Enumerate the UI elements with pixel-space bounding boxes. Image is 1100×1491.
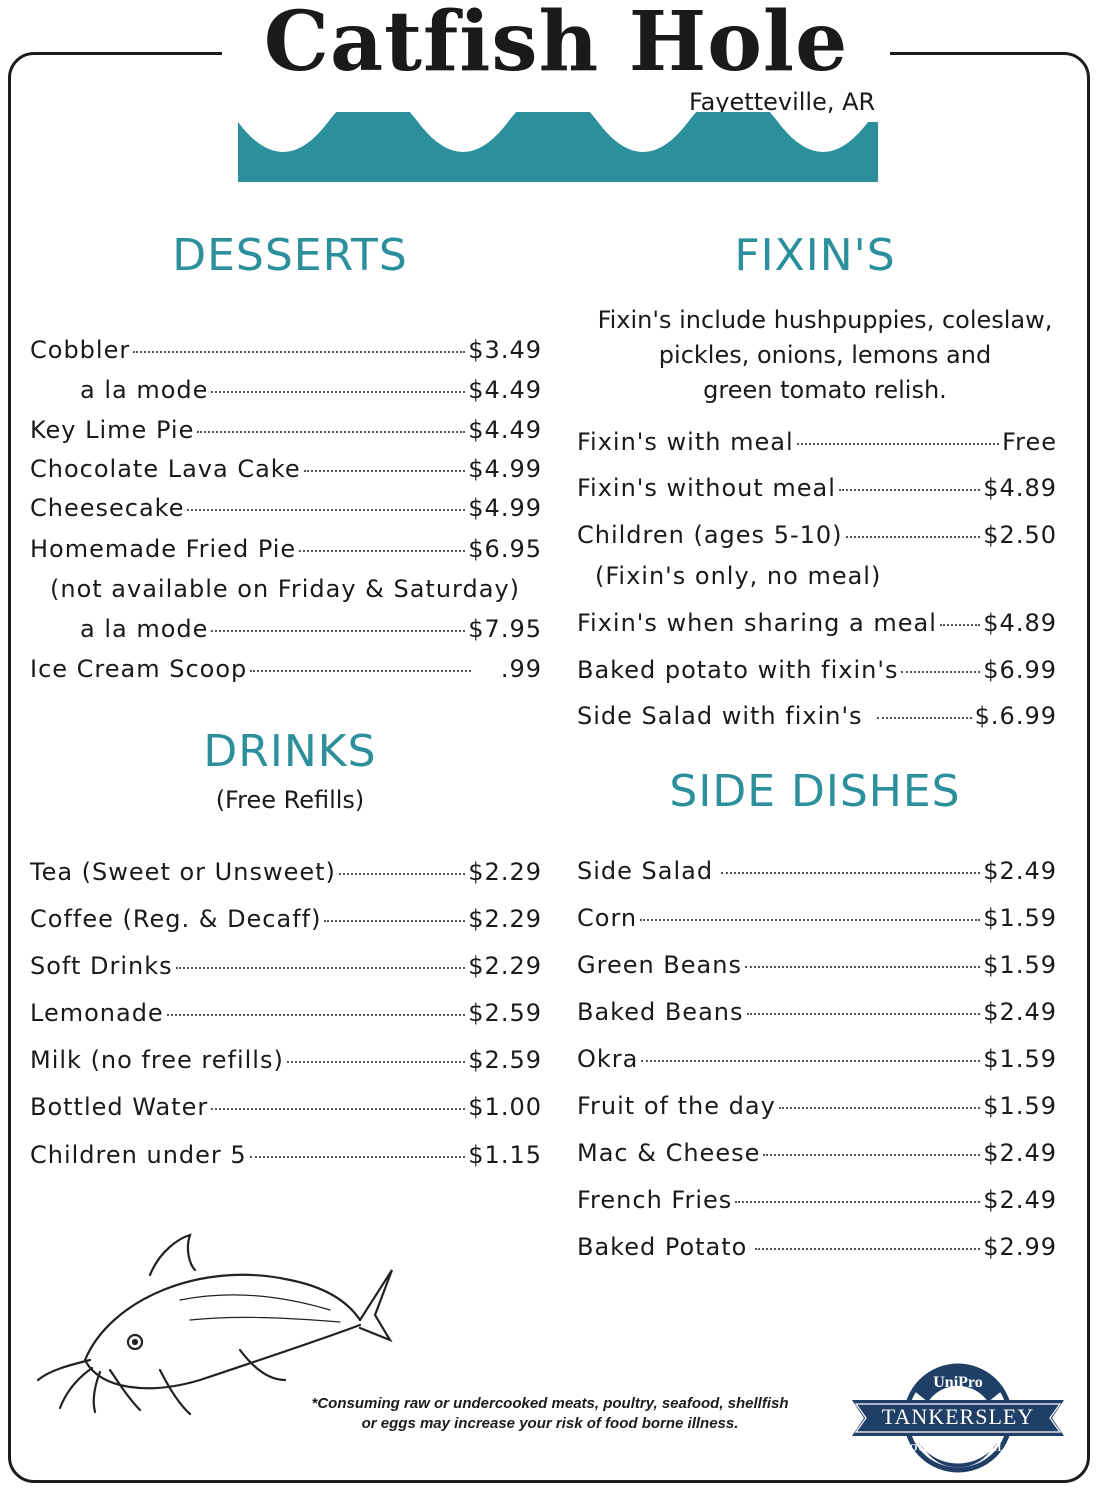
item-name: Side Salad bbox=[577, 857, 714, 885]
item-price: $4.99 bbox=[468, 455, 542, 483]
item-name: Lemonade bbox=[30, 999, 164, 1027]
menu-item-bottled-water bbox=[30, 1093, 542, 1121]
item-name: Fruit of the day bbox=[577, 1092, 776, 1120]
side-dishes-title: SIDE DISHES bbox=[669, 766, 961, 817]
item-name: Key Lime Pie bbox=[30, 416, 195, 444]
menu-item-cobbler bbox=[30, 336, 542, 364]
item-name: Coffee (Reg. & Decaff) bbox=[30, 905, 322, 933]
item-name: Baked Potato bbox=[577, 1233, 748, 1261]
item-name: Chocolate Lava Cake bbox=[30, 455, 301, 483]
fried-pie-availability-note: (not available on Friday & Saturday) bbox=[50, 575, 521, 603]
menu-header bbox=[222, 0, 890, 190]
item-name: Okra bbox=[577, 1045, 639, 1073]
item-name: Corn bbox=[577, 904, 638, 932]
item-price: $1.59 bbox=[983, 904, 1057, 932]
item-name: a la mode bbox=[80, 615, 209, 643]
menu-item-french-fries bbox=[577, 1186, 1057, 1214]
menu-item-fixins-without-meal bbox=[577, 474, 1057, 502]
logo-bottom-text: FOODSERVICE LLC bbox=[902, 1443, 1014, 1454]
item-price: $7.95 bbox=[468, 615, 542, 643]
item-price: $4.49 bbox=[468, 416, 542, 444]
item-price: $2.49 bbox=[983, 1186, 1057, 1214]
item-name: a la mode bbox=[80, 376, 209, 404]
item-name: Tea (Sweet or Unsweet) bbox=[30, 858, 336, 886]
item-price: $2.59 bbox=[468, 999, 542, 1027]
item-name: Fixin's when sharing a meal bbox=[577, 609, 937, 637]
menu-item-fixins-with-meal bbox=[577, 428, 1057, 456]
desserts-title: DESSERTS bbox=[172, 230, 408, 281]
restaurant-location: Fayetteville, AR bbox=[689, 88, 876, 116]
menu-item-fixins-sharing bbox=[577, 609, 1057, 637]
logo-top-text: UniPro bbox=[933, 1374, 983, 1391]
item-name: Green Beans bbox=[577, 951, 742, 979]
menu-item-ice-cream-scoop bbox=[30, 655, 542, 683]
menu-item-baked-potato bbox=[577, 1233, 1057, 1261]
menu-item-side-salad-fixins bbox=[577, 702, 1057, 730]
fixins-description-line-3: green tomato relish. bbox=[703, 376, 947, 404]
fixins-description-line-2: pickles, onions, lemons and bbox=[658, 341, 992, 369]
item-name: Fixin's without meal bbox=[577, 474, 836, 502]
logo-middle-text: TANKERSLEY bbox=[881, 1404, 1035, 1429]
item-price: $2.50 bbox=[983, 521, 1057, 549]
food-safety-disclaimer bbox=[290, 1394, 810, 1434]
item-price: $.6.99 bbox=[974, 702, 1057, 730]
item-name: Baked potato with fixin's bbox=[577, 656, 899, 684]
item-price: $1.15 bbox=[468, 1141, 542, 1169]
item-price: $2.49 bbox=[983, 1139, 1057, 1167]
item-price: $4.89 bbox=[983, 609, 1057, 637]
menu-item-tea bbox=[30, 858, 542, 886]
item-price: Free bbox=[1002, 428, 1057, 456]
menu-item-green-beans bbox=[577, 951, 1057, 979]
drinks-subtitle: (Free Refills) bbox=[215, 786, 365, 814]
menu-item-fried-pie bbox=[30, 535, 542, 563]
item-name: Soft Drinks bbox=[30, 952, 173, 980]
menu-item-cheesecake bbox=[30, 494, 542, 522]
menu-item-okra bbox=[577, 1045, 1057, 1073]
item-name: Side Salad with fixin's bbox=[577, 702, 863, 730]
item-price: $3.49 bbox=[468, 336, 542, 364]
menu-item-soft-drinks bbox=[30, 952, 542, 980]
item-price: $2.59 bbox=[468, 1046, 542, 1074]
item-price: $1.59 bbox=[983, 951, 1057, 979]
menu-item-lemonade bbox=[30, 999, 542, 1027]
item-price: $6.95 bbox=[468, 535, 542, 563]
menu-item-cobbler-a-la-mode bbox=[80, 376, 542, 404]
menu-item-mac-and-cheese bbox=[577, 1139, 1057, 1167]
item-price: $2.99 bbox=[983, 1233, 1057, 1261]
drinks-title: DRINKS bbox=[203, 726, 377, 777]
item-name: Bottled Water bbox=[30, 1093, 209, 1121]
menu-item-side-salad bbox=[577, 857, 1057, 885]
item-name: Cheesecake bbox=[30, 494, 185, 522]
item-name: Homemade Fried Pie bbox=[30, 535, 297, 563]
item-price: .99 bbox=[500, 655, 542, 683]
menu-item-fixins-children bbox=[577, 521, 1057, 549]
waves-decoration bbox=[238, 112, 878, 182]
catfish-illustration bbox=[30, 1230, 400, 1420]
fixins-children-note: (Fixin's only, no meal) bbox=[595, 562, 882, 590]
item-name: Mac & Cheese bbox=[577, 1139, 761, 1167]
item-name: Children under 5 bbox=[30, 1141, 247, 1169]
item-name: French Fries bbox=[577, 1186, 733, 1214]
item-price: $2.29 bbox=[468, 952, 542, 980]
item-price: $4.49 bbox=[468, 376, 542, 404]
item-price: $1.59 bbox=[983, 1092, 1057, 1120]
menu-item-coffee bbox=[30, 905, 542, 933]
item-price: $2.49 bbox=[983, 857, 1057, 885]
fixins-description-line-1: Fixin's include hushpuppies, coleslaw, bbox=[597, 306, 1053, 334]
disclaimer-line-1: *Consuming raw or undercooked meats, poultry, seafood, shellfish bbox=[311, 1395, 789, 1412]
item-price: $1.00 bbox=[468, 1093, 542, 1121]
item-name: Ice Cream Scoop bbox=[30, 655, 248, 683]
menu-item-corn bbox=[577, 904, 1057, 932]
item-name: Children (ages 5-10) bbox=[577, 521, 843, 549]
fixins-title: FIXIN'S bbox=[734, 230, 896, 281]
menu-item-fried-pie-a-la-mode bbox=[80, 615, 542, 643]
menu-item-milk bbox=[30, 1046, 542, 1074]
menu-item-key-lime-pie bbox=[30, 416, 542, 444]
item-name: Fixin's with meal bbox=[577, 428, 794, 456]
disclaimer-line-2: or eggs may increase your risk of food borne illness. bbox=[361, 1415, 739, 1432]
menu-item-baked-potato-fixins bbox=[577, 656, 1057, 684]
item-name: Baked Beans bbox=[577, 998, 744, 1026]
item-price: $4.89 bbox=[983, 474, 1057, 502]
item-name: Milk (no free refills) bbox=[30, 1046, 284, 1074]
item-price: $4.99 bbox=[468, 494, 542, 522]
menu-item-baked-beans bbox=[577, 998, 1057, 1026]
restaurant-name: Catfish Hole bbox=[263, 0, 849, 90]
item-price: $6.99 bbox=[983, 656, 1057, 684]
item-price: $2.29 bbox=[468, 858, 542, 886]
item-price: $2.29 bbox=[468, 905, 542, 933]
item-price: $2.49 bbox=[983, 998, 1057, 1026]
item-price: $1.59 bbox=[983, 1045, 1057, 1073]
menu-item-fruit-of-the-day bbox=[577, 1092, 1057, 1120]
menu-item-children-under-5 bbox=[30, 1141, 542, 1169]
item-name: Cobbler bbox=[30, 336, 131, 364]
menu-item-chocolate-lava-cake bbox=[30, 455, 542, 483]
